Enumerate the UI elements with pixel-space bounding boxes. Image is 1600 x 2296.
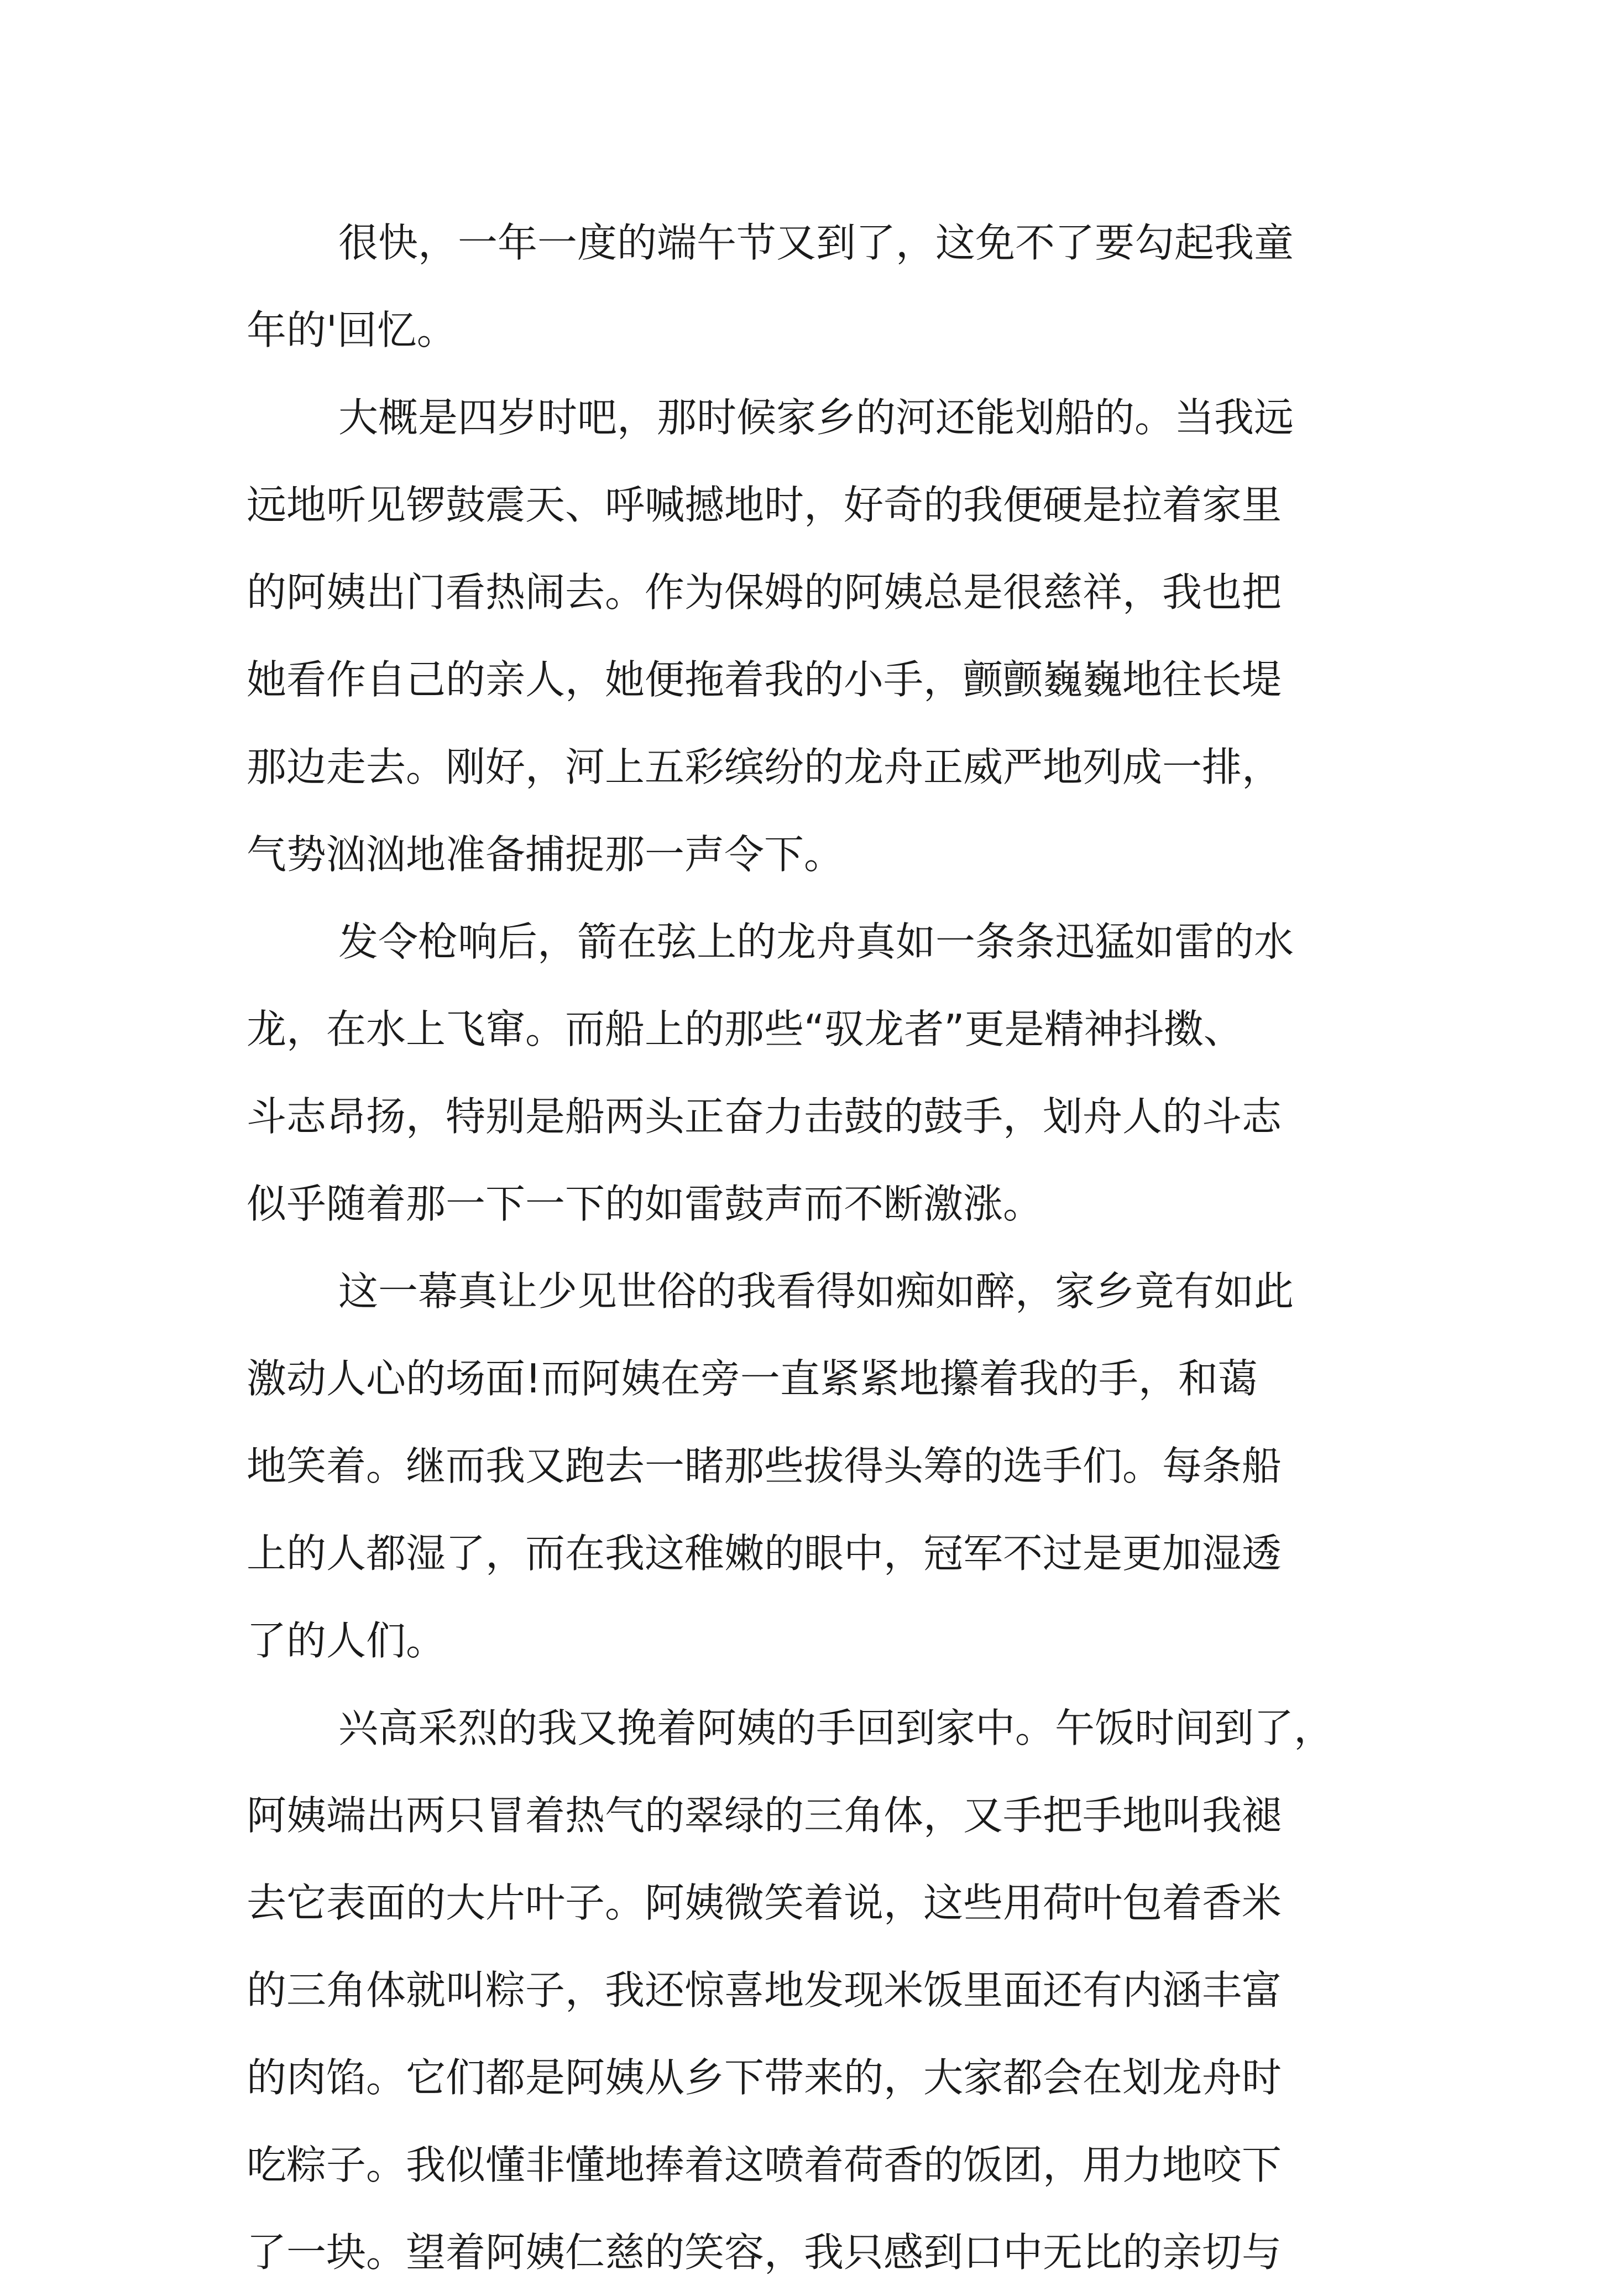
text-line: 的阿姨出门看热闹去。作为保姆的阿姨总是很慈祥，我也把 — [247, 569, 1282, 615]
text-line: 她看作自己的亲人，她便拖着我的小手，颤颤巍巍地往长堤 — [247, 656, 1282, 703]
text-line: 似乎随着那一下一下的如雷鼓声而不断激涨。 — [247, 1181, 1043, 1227]
text-line: 阿姨端出两只冒着热气的翠绿的三角体，又手把手地叫我褪 — [247, 1792, 1282, 1839]
text-line: 吃粽子。我似懂非懂地捧着这喷着荷香的饭团，用力地咬下 — [247, 2142, 1282, 2188]
text-line: 去它表面的大片叶子。阿姨微笑着说，这些用荷叶包着香米 — [247, 1880, 1282, 1926]
text-line: 年的'回忆。 — [247, 307, 457, 353]
text-line: 这一幕真让少见世俗的我看得如痴如醉，家乡竟有如此 — [338, 1268, 1294, 1314]
paragraph — [247, 898, 1347, 1248]
paragraph — [247, 1684, 1347, 2296]
text-line: 气势汹汹地准备捕捉那一声令下。 — [247, 831, 844, 878]
text-line: 兴高采烈的我又挽着阿姨的手回到家中。午饭时间到了， — [338, 1705, 1334, 1751]
text-line: 激动人心的场面!而阿姨在旁一直紧紧地攥着我的手，和蔼 — [247, 1355, 1258, 1402]
text-line: 很快，一年一度的端午节又到了，这免不了要勾起我童 — [338, 220, 1294, 266]
paragraph — [247, 1248, 1347, 1684]
text-line: 的三角体就叫粽子，我还惊喜地发现米饭里面还有内涵丰富 — [247, 1967, 1282, 2013]
text-line: 上的人都湿了，而在我这稚嫩的眼中，冠军不过是更加湿透 — [247, 1530, 1282, 1577]
paragraph — [247, 199, 1347, 374]
text-line: 的肉馅。它们都是阿姨从乡下带来的，大家都会在划龙舟时 — [247, 2054, 1282, 2101]
text-line: 了的人们。 — [247, 1617, 446, 1664]
text-line: 大概是四岁时吧，那时候家乡的河还能划船的。当我远 — [338, 394, 1294, 441]
text-line: 斗志昂扬，特别是船两头正奋力击鼓的鼓手，划舟人的斗志 — [247, 1093, 1282, 1140]
text-line: 了一块。望着阿姨仁慈的笑容，我只感到口中无比的亲切与 — [247, 2229, 1282, 2276]
text-line: 地笑着。继而我又跑去一睹那些拔得头筹的选手们。每条船 — [247, 1443, 1282, 1489]
text-line: 发令枪响后，箭在弦上的龙舟真如一条条迅猛如雷的水 — [338, 919, 1294, 965]
essay-body — [247, 199, 1347, 2296]
paragraph — [247, 374, 1347, 898]
text-line: 龙，在水上飞窜。而船上的那些“驭龙者”更是精神抖擞、 — [247, 1006, 1243, 1052]
text-line: 远地听见锣鼓震天、呼喊撼地时，好奇的我便硬是拉着家里 — [247, 482, 1282, 528]
text-line: 那边走去。刚好，河上五彩缤纷的龙舟正威严地列成一排， — [247, 744, 1282, 790]
